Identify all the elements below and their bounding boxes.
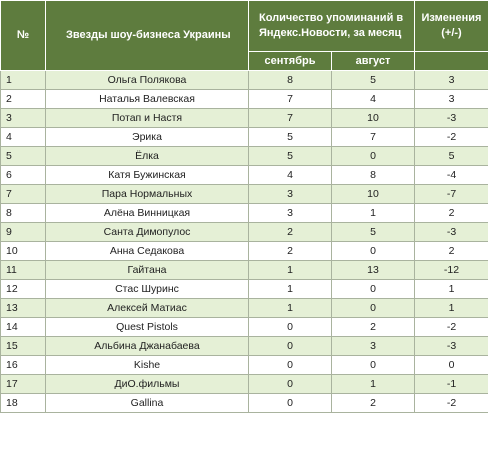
cell-change: 3 bbox=[415, 90, 488, 109]
cell-name: Quest Pistols bbox=[46, 318, 249, 337]
cell-name: Катя Бужинская bbox=[46, 166, 249, 185]
cell-change: 5 bbox=[415, 147, 488, 166]
cell-august: 13 bbox=[332, 261, 415, 280]
cell-september: 2 bbox=[249, 242, 332, 261]
header-num: № bbox=[1, 1, 46, 71]
cell-change: -2 bbox=[415, 318, 488, 337]
header-name: Звезды шоу-бизнеса Украины bbox=[46, 1, 249, 71]
cell-august: 4 bbox=[332, 90, 415, 109]
cell-september: 8 bbox=[249, 71, 332, 90]
cell-name: Альбина Джанабаева bbox=[46, 337, 249, 356]
cell-august: 3 bbox=[332, 337, 415, 356]
cell-august: 10 bbox=[332, 185, 415, 204]
cell-num: 6 bbox=[1, 166, 46, 185]
table-row bbox=[1, 356, 488, 375]
cell-august: 0 bbox=[332, 299, 415, 318]
cell-num: 3 bbox=[1, 109, 46, 128]
cell-num: 15 bbox=[1, 337, 46, 356]
cell-num: 10 bbox=[1, 242, 46, 261]
cell-name: Ольга Полякова bbox=[46, 71, 249, 90]
cell-name: Гайтана bbox=[46, 261, 249, 280]
cell-change: -3 bbox=[415, 109, 488, 128]
cell-august: 1 bbox=[332, 204, 415, 223]
cell-name: Эрика bbox=[46, 128, 249, 147]
cell-september: 3 bbox=[249, 204, 332, 223]
cell-august: 7 bbox=[332, 128, 415, 147]
header-change: Изменения (+/-) bbox=[415, 1, 488, 52]
cell-name: Kishe bbox=[46, 356, 249, 375]
table-row bbox=[1, 261, 488, 280]
cell-name: Санта Димопулос bbox=[46, 223, 249, 242]
cell-august: 5 bbox=[332, 223, 415, 242]
cell-num: 16 bbox=[1, 356, 46, 375]
cell-num: 4 bbox=[1, 128, 46, 147]
table-row bbox=[1, 185, 488, 204]
cell-change: 1 bbox=[415, 280, 488, 299]
cell-change: -2 bbox=[415, 394, 488, 413]
cell-num: 14 bbox=[1, 318, 46, 337]
cell-num: 1 bbox=[1, 71, 46, 90]
cell-september: 0 bbox=[249, 318, 332, 337]
table-row bbox=[1, 71, 488, 90]
cell-num: 13 bbox=[1, 299, 46, 318]
cell-september: 1 bbox=[249, 299, 332, 318]
table-row bbox=[1, 128, 488, 147]
cell-name: Ёлка bbox=[46, 147, 249, 166]
cell-september: 1 bbox=[249, 280, 332, 299]
header-change-blank bbox=[415, 52, 488, 71]
table-row bbox=[1, 223, 488, 242]
cell-num: 2 bbox=[1, 90, 46, 109]
cell-num: 12 bbox=[1, 280, 46, 299]
cell-september: 4 bbox=[249, 166, 332, 185]
cell-num: 11 bbox=[1, 261, 46, 280]
cell-change: -3 bbox=[415, 223, 488, 242]
cell-name: Алексей Матиас bbox=[46, 299, 249, 318]
cell-change: 2 bbox=[415, 204, 488, 223]
cell-august: 2 bbox=[332, 394, 415, 413]
cell-september: 0 bbox=[249, 375, 332, 394]
table-row bbox=[1, 394, 488, 413]
cell-september: 7 bbox=[249, 109, 332, 128]
cell-august: 1 bbox=[332, 375, 415, 394]
cell-august: 0 bbox=[332, 356, 415, 375]
cell-name: Стас Шуринс bbox=[46, 280, 249, 299]
cell-num: 8 bbox=[1, 204, 46, 223]
cell-september: 7 bbox=[249, 90, 332, 109]
cell-september: 0 bbox=[249, 356, 332, 375]
cell-num: 18 bbox=[1, 394, 46, 413]
cell-september: 5 bbox=[249, 147, 332, 166]
cell-num: 9 bbox=[1, 223, 46, 242]
cell-change: -1 bbox=[415, 375, 488, 394]
table-row bbox=[1, 299, 488, 318]
cell-august: 10 bbox=[332, 109, 415, 128]
cell-name: Наталья Валевская bbox=[46, 90, 249, 109]
cell-name: Gallina bbox=[46, 394, 249, 413]
cell-september: 2 bbox=[249, 223, 332, 242]
table-row bbox=[1, 90, 488, 109]
cell-september: 0 bbox=[249, 337, 332, 356]
header-september: сентябрь bbox=[249, 52, 332, 71]
cell-num: 17 bbox=[1, 375, 46, 394]
cell-change: 1 bbox=[415, 299, 488, 318]
table-row bbox=[1, 337, 488, 356]
cell-august: 0 bbox=[332, 280, 415, 299]
header-august: август bbox=[332, 52, 415, 71]
cell-name: Анна Седакова bbox=[46, 242, 249, 261]
cell-change: 2 bbox=[415, 242, 488, 261]
table-row bbox=[1, 147, 488, 166]
cell-august: 0 bbox=[332, 242, 415, 261]
cell-september: 5 bbox=[249, 128, 332, 147]
header-row-top bbox=[1, 1, 488, 52]
table-row bbox=[1, 166, 488, 185]
table-row bbox=[1, 318, 488, 337]
cell-change: -3 bbox=[415, 337, 488, 356]
cell-august: 5 bbox=[332, 71, 415, 90]
cell-name: Алёна Винницкая bbox=[46, 204, 249, 223]
cell-change: -12 bbox=[415, 261, 488, 280]
table-body bbox=[1, 71, 488, 413]
cell-august: 8 bbox=[332, 166, 415, 185]
cell-change: -2 bbox=[415, 128, 488, 147]
cell-change: -4 bbox=[415, 166, 488, 185]
table-row bbox=[1, 375, 488, 394]
header-mentions-count: Количество упоминаний в Яндекс.Новости, за месяц bbox=[249, 1, 415, 52]
table-row bbox=[1, 109, 488, 128]
cell-september: 0 bbox=[249, 394, 332, 413]
cell-change: -7 bbox=[415, 185, 488, 204]
cell-name: ДиО.фильмы bbox=[46, 375, 249, 394]
table-row bbox=[1, 242, 488, 261]
cell-num: 5 bbox=[1, 147, 46, 166]
table-header bbox=[1, 1, 488, 71]
cell-august: 0 bbox=[332, 147, 415, 166]
cell-change: 0 bbox=[415, 356, 488, 375]
table-row bbox=[1, 204, 488, 223]
table-row bbox=[1, 280, 488, 299]
cell-september: 3 bbox=[249, 185, 332, 204]
cell-name: Потап и Настя bbox=[46, 109, 249, 128]
cell-num: 7 bbox=[1, 185, 46, 204]
cell-name: Пара Нормальных bbox=[46, 185, 249, 204]
cell-august: 2 bbox=[332, 318, 415, 337]
cell-change: 3 bbox=[415, 71, 488, 90]
cell-september: 1 bbox=[249, 261, 332, 280]
